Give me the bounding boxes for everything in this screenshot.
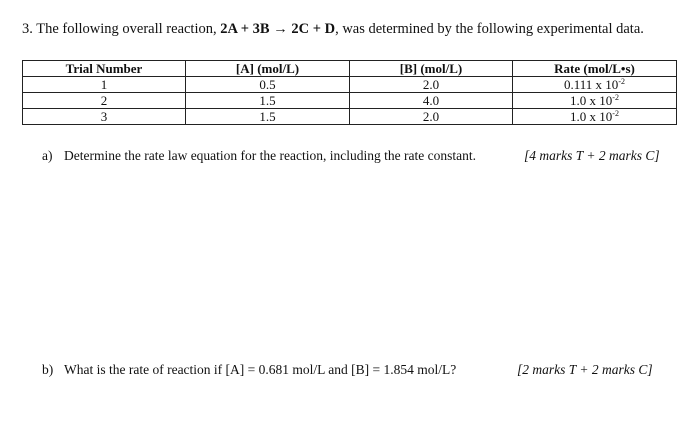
cell-trial: 1: [23, 77, 186, 93]
part-a-marks: [4 marks T + 2 marks C]: [524, 148, 660, 163]
cell-rate: [513, 77, 677, 93]
header-trial-number: Trial Number: [23, 61, 186, 77]
part-b-question: [42, 362, 456, 378]
reaction-equation: 2A + 3B → 2C + D: [220, 21, 336, 37]
table-row: [23, 77, 677, 93]
cell-b: 4.0: [350, 93, 513, 109]
cell-trial: 2: [23, 93, 186, 109]
part-a-letter: a): [42, 148, 53, 163]
header-a-concentration: [A] (mol/L): [186, 61, 350, 77]
rate-base: 1.0 x 10: [570, 108, 613, 124]
question-suffix: , was determined by the following experimental data.: [335, 21, 644, 37]
cell-b: 2.0: [350, 77, 513, 93]
cell-b: 2.0: [350, 109, 513, 125]
question-prefix: 3. The following overall reaction,: [22, 21, 221, 37]
rate-base: 0.111 x 10: [564, 76, 619, 92]
table-header-row: [23, 61, 677, 77]
experimental-data-table: [22, 60, 677, 125]
cell-rate: [513, 93, 677, 109]
part-a-text: Determine the rate law equation for the reaction, including the rate constant.: [64, 148, 476, 163]
question-title: [22, 21, 644, 38]
table-row: [23, 109, 677, 125]
cell-a: 1.5: [186, 93, 350, 109]
part-b-marks: [2 marks T + 2 marks C]: [517, 362, 653, 377]
rate-exponent: -2: [618, 76, 625, 86]
rate-exponent: -2: [612, 108, 619, 118]
part-b-letter: b): [42, 362, 54, 377]
part-b-text: What is the rate of reaction if [A] = 0.681 mol/L and [B] = 1.854 mol/L?: [64, 362, 457, 377]
rate-exponent: -2: [612, 92, 619, 102]
cell-rate: [513, 109, 677, 125]
cell-a: 1.5: [186, 109, 350, 125]
table-row: [23, 93, 677, 109]
header-rate: Rate (mol/L•s): [513, 61, 677, 77]
part-a-question: [42, 148, 476, 164]
rate-base: 1.0 x 10: [570, 92, 613, 108]
header-b-concentration: [B] (mol/L): [350, 61, 513, 77]
cell-a: 0.5: [186, 77, 350, 93]
cell-trial: 3: [23, 109, 186, 125]
